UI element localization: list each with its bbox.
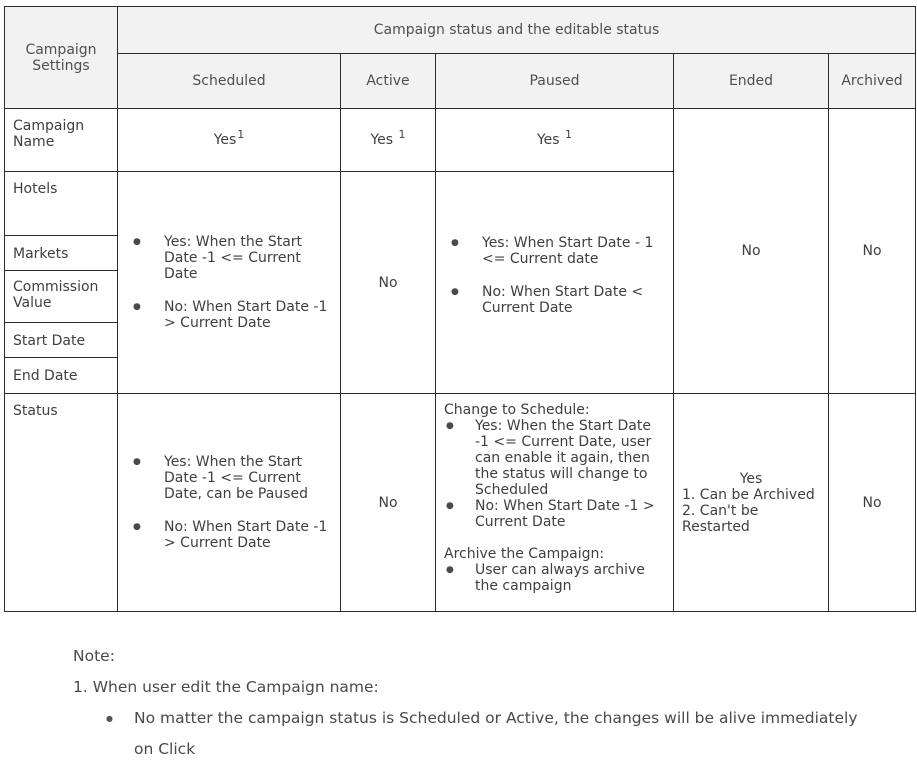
row-label-markets: Markets <box>5 236 118 271</box>
cell-status-scheduled <box>118 394 341 612</box>
note-item: 1. When user edit the Campaign name: <box>73 678 379 696</box>
archive-campaign-list <box>444 562 665 594</box>
footnote-marker: 1 <box>237 128 245 141</box>
row-label-start-date: Start Date <box>5 323 118 358</box>
list-item: ● Yes: When the Start Date -1 <= Current Date, user can enable it again, then the status will change to Scheduled <box>444 418 665 498</box>
cell-name-active <box>341 109 436 172</box>
status-group-header <box>118 7 916 54</box>
status-scheduled-list <box>118 454 330 551</box>
change-to-schedule-title: Change to Schedule: <box>444 402 590 418</box>
cell-fields-ended: No <box>674 109 829 394</box>
list-item: ● Yes: When the Start Date -1 <= Current Date <box>118 234 330 282</box>
col-header-scheduled: Scheduled <box>118 54 341 109</box>
row-label-status: Status <box>5 394 118 612</box>
row-label-end-date: End Date <box>5 358 118 394</box>
cell-fields-paused <box>436 172 674 394</box>
row-label-campaign-name: Campaign Name <box>5 109 118 172</box>
list-item: ● No: When Start Date -1 > Current Date <box>118 299 330 331</box>
status-group-header-text: Campaign status and the editable status <box>373 22 660 38</box>
cell-status-active: No <box>341 394 436 612</box>
campaign-status-table <box>4 6 916 612</box>
cell-status-archived: No <box>829 394 916 612</box>
cell-fields-active: No <box>341 172 436 394</box>
list-item: ● No: When Start Date -1 > Current Date <box>118 519 330 551</box>
list-item: ● No: When Start Date -1 > Current Date <box>444 498 665 530</box>
archive-campaign-title: Archive the Campaign: <box>444 546 605 562</box>
cell-name-active-value: Yes <box>370 132 394 148</box>
cell-fields-archived: No <box>829 109 916 394</box>
list-item: ● User can always archive the campaign <box>444 562 665 594</box>
row-label-commission-value: Commission Value <box>5 271 118 323</box>
fields-scheduled-list <box>118 234 330 331</box>
cell-status-ended <box>674 394 829 612</box>
note-bullet-list <box>73 703 873 765</box>
change-to-schedule-list <box>444 418 665 530</box>
col-header-archived: Archived <box>829 54 916 109</box>
col-header-ended: Ended <box>674 54 829 109</box>
cell-status-paused <box>436 394 674 612</box>
cell-name-paused <box>436 109 674 172</box>
ended-can-be-archived: 1. Can be Archived <box>682 486 815 503</box>
list-item: ● Yes: When Start Date - 1 <= Current date <box>436 235 663 267</box>
row-label-hotels: Hotels <box>5 172 118 236</box>
col-header-active: Active <box>341 54 436 109</box>
col-header-paused: Paused <box>436 54 674 109</box>
campaign-settings-header-text: Campaign Settings <box>25 41 97 74</box>
note-label: Note: <box>73 647 115 665</box>
list-item: ● Yes: When the Start Date -1 <= Current Date, can be Paused <box>118 454 330 502</box>
footnote-marker: 1 <box>565 128 573 141</box>
ended-cant-be-restarted: 2. Can't be Restarted <box>682 502 759 535</box>
cell-fields-scheduled <box>118 172 341 394</box>
campaign-settings-header <box>5 7 118 109</box>
fields-paused-list <box>436 235 663 316</box>
list-item: ● No: When Start Date < Current Date <box>436 284 663 316</box>
footnote-marker: 1 <box>398 128 406 141</box>
cell-name-scheduled-value: Yes <box>213 132 237 148</box>
cell-name-scheduled <box>118 109 341 172</box>
notes-section <box>73 641 873 765</box>
ended-yes: Yes <box>739 470 763 487</box>
cell-name-paused-value: Yes <box>536 132 560 148</box>
list-item: ● No matter the campaign status is Scheduled or Active, the changes will be alive immediately on Click <box>73 703 873 765</box>
